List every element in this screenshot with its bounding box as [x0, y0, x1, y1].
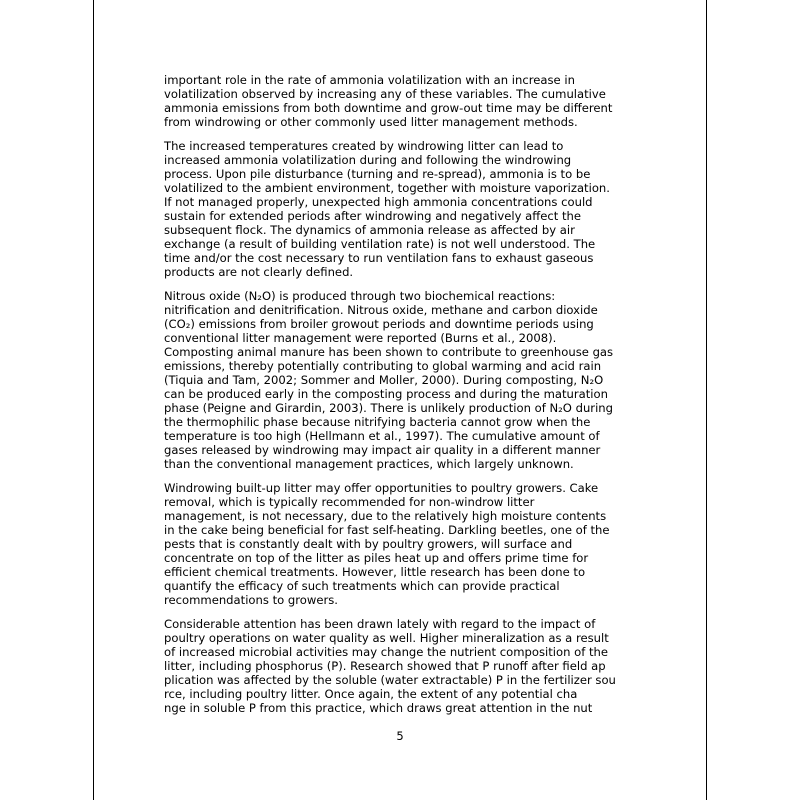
text-line: sustain for extended periods after windrowing and negatively affect the — [164, 209, 582, 223]
text-line: the thermophilic phase because nitrifying bacteria cannot grow when the — [164, 415, 591, 429]
text-line: nitrification and denitrification. Nitrous oxide, methane and carbon dioxide — [164, 303, 598, 317]
page-number: 5 — [396, 729, 404, 743]
text-line: subsequent flock. The dynamics of ammonia release as affected by air — [164, 223, 575, 237]
paragraph-windrowing-opportunities — [164, 481, 642, 607]
text-line: rce, including poultry litter. Once again, the extent of any potential cha — [164, 687, 578, 701]
text-line: of increased microbial activities may change the nutrient composition of the — [164, 645, 609, 659]
text-line: important role in the rate of ammonia volatilization with an increase in — [164, 73, 575, 87]
text-line: pests that is constantly dealt with by poultry growers, will surface and — [164, 537, 573, 551]
text-line: litter, including phosphorus (P). Research showed that P runoff after field ap — [164, 659, 606, 673]
paragraph-water-quality — [164, 617, 642, 715]
text-line: (CO₂) emissions from broiler growout periods and downtime periods using — [164, 317, 594, 331]
text-line: plication was affected by the soluble (water extractable) P in the fertilizer sou — [164, 673, 616, 687]
document-page — [93, 0, 707, 800]
text-line: recommendations to growers. — [164, 593, 338, 607]
text-line: can be produced early in the composting process and during the maturation — [164, 387, 608, 401]
text-line: Composting animal manure has been shown to contribute to greenhouse gas — [164, 345, 614, 359]
text-line: than the conventional management practices, which largely unknown. — [164, 457, 574, 471]
paragraph-ammonia-rate — [164, 73, 642, 129]
text-line: time and/or the cost necessary to run ventilation fans to exhaust gaseous — [164, 251, 594, 265]
text-line: ammonia emissions from both downtime and grow-out time may be different — [164, 101, 613, 115]
text-line: exchange (a result of building ventilation rate) is not well understood. The — [164, 237, 596, 251]
text-line: quantify the efficacy of such treatments which can provide practical — [164, 579, 560, 593]
text-line: volatilization observed by increasing any of these variables. The cumulative — [164, 87, 606, 101]
text-line: conventional litter management were reported (Burns et al., 2008). — [164, 331, 557, 345]
text-line: gases released by windrowing may impact air quality in a different manner — [164, 443, 601, 457]
text-line: in the cake being beneficial for fast self-heating. Darkling beetles, one of the — [164, 523, 610, 537]
text-line: poultry operations on water quality as well. Higher mineralization as a result — [164, 631, 609, 645]
text-line: products are not clearly defined. — [164, 265, 354, 279]
text-line: nge in soluble P from this practice, which draws great attention in the nut — [164, 701, 593, 715]
body-text — [164, 73, 642, 725]
text-line: process. Upon pile disturbance (turning and re-spread), ammonia is to be — [164, 167, 591, 181]
text-line: efficient chemical treatments. However, little research has been done to — [164, 565, 586, 579]
text-line: volatilized to the ambient environment, together with moisture vaporization. — [164, 181, 610, 195]
text-line: (Tiquia and Tam, 2002; Sommer and Moller, 2000). During composting, N₂O — [164, 373, 604, 387]
text-line: If not managed properly, unexpected high ammonia concentrations could — [164, 195, 593, 209]
text-line: from windrowing or other commonly used litter management methods. — [164, 115, 578, 129]
text-line: Windrowing built-up litter may offer opportunities to poultry growers. Cake — [164, 481, 599, 495]
text-line: phase (Peigne and Girardin, 2003). There is unlikely production of N₂O during — [164, 401, 613, 415]
text-line: removal, which is typically recommended for non-windrow litter — [164, 495, 535, 509]
paragraph-nitrous-oxide — [164, 289, 642, 471]
text-line: Considerable attention has been drawn lately with regard to the impact of — [164, 617, 596, 631]
text-line: management, is not necessary, due to the relatively high moisture contents — [164, 509, 607, 523]
text-line: The increased temperatures created by windrowing litter can lead to — [164, 139, 564, 153]
text-line: concentrate on top of the litter as piles heat up and offers prime time for — [164, 551, 589, 565]
text-line: temperature is too high (Hellmann et al., 1997). The cumulative amount of — [164, 429, 600, 443]
text-line: emissions, thereby potentially contributing to global warming and acid rain — [164, 359, 602, 373]
paragraph-windrowing-temperature — [164, 139, 642, 279]
text-line: increased ammonia volatilization during and following the windrowing — [164, 153, 572, 167]
text-line: Nitrous oxide (N₂O) is produced through two biochemical reactions: — [164, 289, 556, 303]
